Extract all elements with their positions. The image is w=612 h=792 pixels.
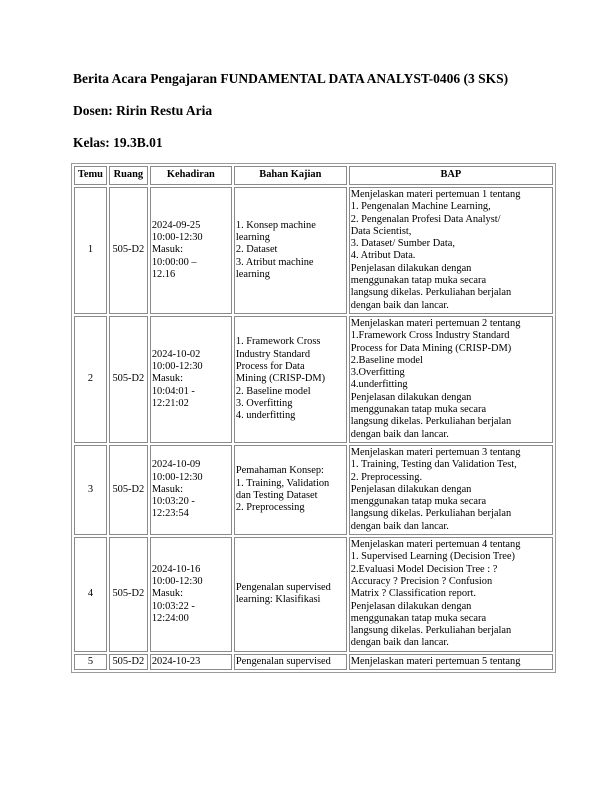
kehadiran-line: 12.16 <box>151 268 176 280</box>
bahan-line: 1. Konsep machine <box>235 219 316 231</box>
cell-kehadiran <box>150 187 232 314</box>
bap-line: 2.Evaluasi Model Decision Tree : ? <box>350 563 498 575</box>
cell-ruang: 505-D2 <box>109 537 148 652</box>
bap-line: Penjelasan dilakukan dengan <box>350 391 472 403</box>
bahan-line: learning <box>235 268 270 280</box>
table-header-row <box>74 166 553 185</box>
bahan-line: learning: Klasifikasi <box>235 594 321 606</box>
bap-line: Data Scientist, <box>350 225 412 237</box>
bap-line: Penjelasan dilakukan dengan <box>350 600 472 612</box>
cell-ruang: 505-D2 <box>109 316 148 443</box>
cell-bahan-kajian <box>234 537 347 652</box>
kehadiran-line: 10:03:22 - <box>151 600 195 612</box>
bap-line: 4. Atribut Data. <box>350 250 416 262</box>
bap-line: dengan baik dan lancar. <box>350 520 449 532</box>
bahan-line: dan Testing Dataset <box>235 489 318 501</box>
bap-line: Menjelaskan materi pertemuan 4 tentang <box>350 539 521 551</box>
header-bap: BAP <box>349 166 553 185</box>
bahan-line: learning <box>235 232 270 244</box>
kehadiran-line: Masuk: <box>151 483 183 495</box>
bap-line: dengan baik dan lancar. <box>350 637 449 649</box>
kehadiran-line: 10:00-12:30 <box>151 361 203 372</box>
kehadiran-line: 2024-09-25 <box>151 219 201 231</box>
bap-line: Menjelaskan materi pertemuan 1 tentang <box>350 189 521 200</box>
kehadiran-line: 2024-10-09 <box>151 459 201 471</box>
bahan-line: 2. Preprocessing <box>235 502 305 514</box>
bap-line: 1. Pengenalan Machine Learning, <box>350 201 491 213</box>
kehadiran-line: Masuk: <box>151 244 183 256</box>
bap-line: menggunakan tatap muka secara <box>350 275 487 287</box>
bahan-line: Mining (CRISP-DM) <box>235 373 326 385</box>
bap-line: Matrix ? Classification report. <box>350 588 476 600</box>
table-row <box>74 187 553 314</box>
class-line: Kelas: 19.3B.01 <box>73 135 163 150</box>
kehadiran-line: 10:00-12:30 <box>151 575 203 587</box>
bahan-line: 2. Dataset <box>235 244 278 256</box>
bahan-line: Pemahaman Konsep: <box>235 465 324 477</box>
bap-line: menggunakan tatap muka secara <box>350 404 487 416</box>
cell-bap <box>349 316 553 443</box>
bap-line: langsung dikelas. Perkuliahan berjalan <box>350 287 512 299</box>
table-body <box>74 187 553 670</box>
cell-bap <box>349 445 553 535</box>
bap-line: 2. Preprocessing. <box>350 471 423 483</box>
cell-kehadiran <box>150 537 232 652</box>
header-bahan-kajian: Bahan Kajian <box>234 166 347 185</box>
cell-ruang: 505-D2 <box>109 187 148 314</box>
bap-line: Penjelasan dilakukan dengan <box>350 262 472 274</box>
table-row <box>74 537 553 652</box>
bahan-line: 4. underfitting <box>235 410 296 422</box>
bahan-line: Pengenalan supervised <box>235 655 331 667</box>
bap-line: langsung dikelas. Perkuliahan berjalan <box>350 416 512 428</box>
bap-line: langsung dikelas. Perkuliahan berjalan <box>350 508 512 520</box>
cell-bahan-kajian <box>234 654 347 670</box>
kehadiran-line: 12:23:54 <box>151 508 189 520</box>
bahan-line: 2. Baseline model <box>235 385 311 397</box>
kehadiran-line: Masuk: <box>151 588 183 600</box>
kehadiran-line: 10:00-12:30 <box>151 471 203 483</box>
cell-bahan-kajian <box>234 187 347 314</box>
bap-line: menggunakan tatap muka secara <box>350 496 487 508</box>
bap-line: dengan baik dan lancar. <box>350 428 449 440</box>
kehadiran-line: 10:03:20 - <box>151 496 195 508</box>
cell-bap <box>349 537 553 652</box>
bap-line: Menjelaskan materi pertemuan 2 tentang <box>350 317 521 329</box>
cell-kehadiran <box>150 445 232 535</box>
bap-line: 2.Baseline model <box>350 354 423 366</box>
lecturer-line: Dosen: Ririn Restu Aria <box>73 103 213 118</box>
bap-line: dengan baik dan lancar. <box>350 299 449 311</box>
bap-line: 4.underfitting <box>350 379 408 391</box>
cell-ruang: 505-D2 <box>109 654 148 670</box>
bap-line: Penjelasan dilakukan dengan <box>350 483 472 495</box>
cell-kehadiran <box>150 654 232 670</box>
bap-line: 1. Training, Testing dan Validation Test, <box>350 459 517 471</box>
table-row <box>74 654 553 670</box>
cell-ruang: 505-D2 <box>109 445 148 535</box>
document-title: Berita Acara Pengajaran FUNDAMENTAL DATA ANALYST-0406 (3 SKS) <box>73 71 509 86</box>
bap-line: Accuracy ? Precision ? Confusion <box>350 575 493 587</box>
teaching-record-table <box>71 163 556 673</box>
cell-bap <box>349 187 553 314</box>
cell-temu: 4 <box>74 537 107 652</box>
cell-bap <box>349 654 553 670</box>
bap-line: 3. Dataset/ Sumber Data, <box>350 238 455 250</box>
kehadiran-line: 2024-10-16 <box>151 563 201 575</box>
bahan-line: 3. Overfitting <box>235 397 293 409</box>
table-row <box>74 316 553 443</box>
cell-temu: 1 <box>74 187 107 314</box>
bap-line: 2. Pengenalan Profesi Data Analyst/ <box>350 213 501 225</box>
kehadiran-line: 2024-10-23 <box>151 655 201 667</box>
cell-bahan-kajian <box>234 445 347 535</box>
bahan-line: Pengenalan supervised <box>235 582 331 594</box>
kehadiran-line: 10:00-12:30 <box>151 232 203 244</box>
kehadiran-line: 10:04:01 - <box>151 385 195 397</box>
header-ruang: Ruang <box>109 166 148 185</box>
cell-bahan-kajian <box>234 316 347 443</box>
kehadiran-line: 2024-10-02 <box>151 348 201 360</box>
kehadiran-line: Masuk: <box>151 373 183 385</box>
bap-line: langsung dikelas. Perkuliahan berjalan <box>350 625 512 637</box>
bahan-line: Process for Data <box>235 361 305 372</box>
bahan-line: 1. Training, Validation <box>235 477 330 489</box>
bahan-line: 3. Atribut machine <box>235 256 314 268</box>
cell-temu: 3 <box>74 445 107 535</box>
bap-line: menggunakan tatap muka secara <box>350 612 487 624</box>
cell-kehadiran <box>150 316 232 443</box>
bap-line: Menjelaskan materi pertemuan 5 tentang <box>350 655 521 667</box>
kehadiran-line: 10:00:00 – <box>151 256 197 268</box>
cell-temu: 5 <box>74 654 107 670</box>
bap-line: 1.Framework Cross Industry Standard <box>350 330 510 342</box>
header-temu: Temu <box>74 166 107 185</box>
bahan-line: Industry Standard <box>235 348 311 360</box>
table-row <box>74 445 553 535</box>
cell-temu: 2 <box>74 316 107 443</box>
bap-line: Process for Data Mining (CRISP-DM) <box>350 342 512 354</box>
bap-line: 3.Overfitting <box>350 367 405 379</box>
header-kehadiran: Kehadiran <box>150 166 232 185</box>
bahan-line: 1. Framework Cross <box>235 336 321 348</box>
bap-line: 1. Supervised Learning (Decision Tree) <box>350 551 515 563</box>
kehadiran-line: 12:21:02 <box>151 397 189 409</box>
kehadiran-line: 12:24:00 <box>151 612 189 624</box>
bap-line: Menjelaskan materi pertemuan 3 tentang <box>350 446 521 458</box>
